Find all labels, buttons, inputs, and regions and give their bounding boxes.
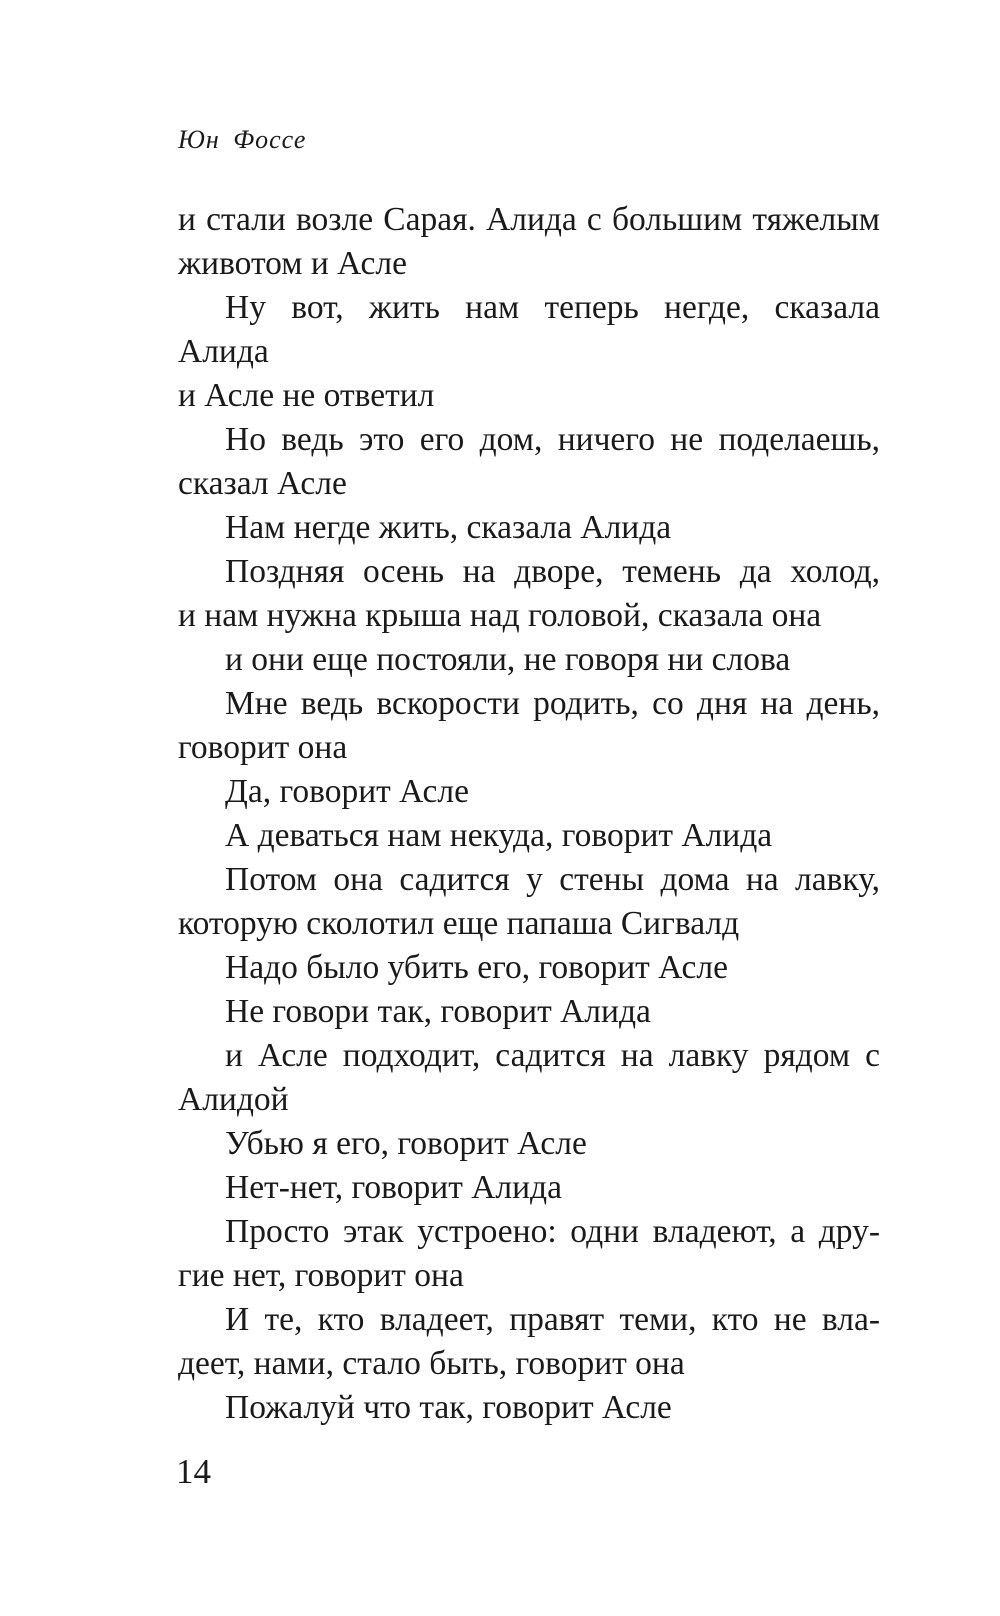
- text-line: И те, кто владеет, правят теми, кто не вла-: [225, 1301, 880, 1338]
- text-line: Надо было убить его, говорит Асле: [225, 949, 728, 986]
- text-line: Просто этак устроено: одни владеют, а дру-: [225, 1213, 880, 1250]
- text-line: А деваться нам некуда, говорит Алида: [225, 817, 773, 854]
- text-line: животом и Асле: [178, 245, 407, 282]
- text-line: говорит она: [178, 729, 348, 766]
- text-line: которую сколотил еще папаша Сигвалд: [178, 905, 740, 942]
- text-line: и стали возле Сарая. Алида с большим тяжелым: [178, 201, 880, 238]
- text-line: Нет-нет, говорит Алида: [225, 1169, 562, 1206]
- text-line: и Асле подходит, садится на лавку рядом с: [225, 1037, 880, 1074]
- body-text: [178, 198, 880, 1430]
- text-line: Не говори так, говорит Алида: [225, 993, 651, 1030]
- text-line: Но ведь это его дом, ничего не поделаешь,: [225, 421, 880, 458]
- text-line: сказал Асле: [178, 465, 347, 502]
- text-line: Алида: [178, 333, 269, 370]
- text-line: деет, нами, стало быть, говорит она: [178, 1345, 685, 1382]
- text-line: Да, говорит Асле: [225, 773, 469, 810]
- text-line: и они еще постояли, не говоря ни слова: [225, 641, 791, 678]
- text-line: Мне ведь вскорости родить, со дня на день,: [225, 685, 880, 722]
- text-line: Ну вот, жить нам теперь негде, сказала: [225, 289, 880, 326]
- text-line: Пожалуй что так, говорит Асле: [225, 1389, 672, 1426]
- text-line: Поздняя осень на дворе, темень да холод,: [225, 553, 880, 590]
- text-line: гие нет, говорит она: [178, 1257, 464, 1294]
- text-line: Алидой: [178, 1081, 289, 1118]
- page-number: 14: [176, 1452, 211, 1491]
- text-line: и Асле не ответил: [178, 377, 435, 414]
- text-line: Убью я его, говорит Асле: [225, 1125, 587, 1162]
- text-line: Потом она садится у стены дома на лавку,: [225, 861, 880, 898]
- text-line: и нам нужна крыша над головой, сказала она: [178, 597, 822, 634]
- text-line: Нам негде жить, сказала Алида: [225, 509, 672, 546]
- running-head-author: Юн Фоссе: [178, 125, 307, 154]
